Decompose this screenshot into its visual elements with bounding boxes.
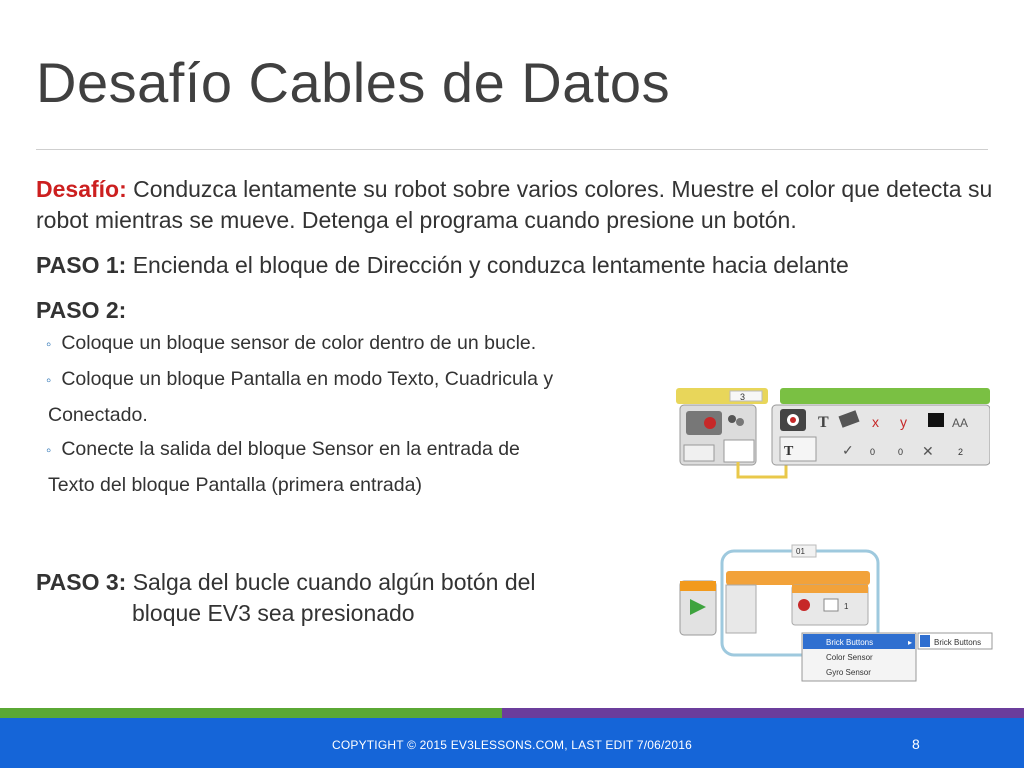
cross-icon: ✕ [922, 443, 934, 459]
svg-text:2: 2 [958, 447, 964, 457]
brick-buttons-icon [920, 635, 930, 647]
bullet-icon: ◦ [46, 336, 52, 353]
svg-text:0: 0 [870, 447, 876, 457]
menu-item-color-sensor[interactable]: Color Sensor [826, 653, 873, 662]
loop-counter-box [730, 391, 762, 401]
step1-paragraph [36, 250, 996, 281]
x-position-icon: x [872, 414, 879, 430]
submenu-arrow-icon: ▸ [908, 638, 913, 647]
program-screenshot-loop [676, 543, 994, 683]
list-item: ◦ Conecte la salida del bloque Sensor en la entrada de [46, 438, 520, 460]
step3-label: PASO 3: [36, 569, 127, 595]
svg-text:01: 01 [796, 547, 805, 556]
loop-exit-icon [798, 599, 810, 611]
step3-text-continued: bloque EV3 sea presionado [132, 600, 415, 626]
step3-paragraph [36, 567, 536, 629]
sensor-output-port [724, 440, 754, 462]
challenge-text: Conduzca lentamente su robot sobre varios colores. Muestre el color que detecta su robot mientras se mueve. Detenga el programa cuando presione un botón. [36, 176, 993, 233]
footer-accent-green [0, 708, 502, 718]
slide-title: Desafío Cables de Datos [36, 51, 671, 114]
step1-label: PASO 1: [36, 252, 127, 278]
list-item: ◦ Coloque un bloque sensor de color dentro de un bucle. [46, 332, 537, 354]
list-item-continuation: Conectado. [48, 404, 148, 426]
loop-header [726, 571, 870, 585]
loop-inner-block [726, 585, 756, 633]
list-item: ◦ Coloque un bloque Pantalla en modo Texto, Cuadricula y [46, 368, 554, 390]
step3-text: Salga del bucle cuando algún botón del [126, 569, 536, 595]
submenu-item-brick-buttons[interactable]: Brick Buttons [934, 638, 982, 647]
check-icon: ✓ [842, 442, 854, 458]
bullet-icon: ◦ [46, 442, 52, 459]
y-position-icon: y [900, 414, 907, 430]
font-size-icon: AA [952, 416, 969, 430]
svg-text:T: T [784, 444, 794, 459]
color-icon [928, 413, 944, 427]
challenge-paragraph [36, 174, 996, 236]
svg-text:0: 0 [898, 447, 904, 457]
step2-label: PASO 2: [36, 297, 127, 323]
loop-counter: 3 [740, 392, 746, 402]
step1-text: Encienda el bloque de Dirección y conduzca lentamente hacia delante [126, 252, 849, 278]
footer-copyright: COPYTIGHT © 2015 EV3LESSONS.COM, LAST EDIT 7/06/2016 [331, 738, 693, 752]
challenge-label: Desafío: [36, 176, 127, 202]
text-mode-icon: T [818, 414, 829, 431]
port-box [824, 599, 838, 611]
display-top-bar [780, 388, 990, 404]
bullet-icon: ◦ [46, 372, 52, 389]
svg-text:Brick Buttons: Brick Buttons [826, 638, 874, 647]
list-item-continuation: Texto del bloque Pantalla (primera entrada) [48, 474, 422, 496]
title-divider [36, 149, 988, 150]
page-number: 8 [912, 736, 920, 752]
svg-text:1: 1 [844, 602, 849, 611]
menu-item-gyro-sensor[interactable]: Gyro Sensor [826, 668, 871, 677]
footer-accent-purple [502, 708, 1024, 718]
step2-heading [36, 295, 996, 326]
sensor-mode-icon [684, 445, 714, 461]
program-screenshot-display [676, 385, 990, 485]
